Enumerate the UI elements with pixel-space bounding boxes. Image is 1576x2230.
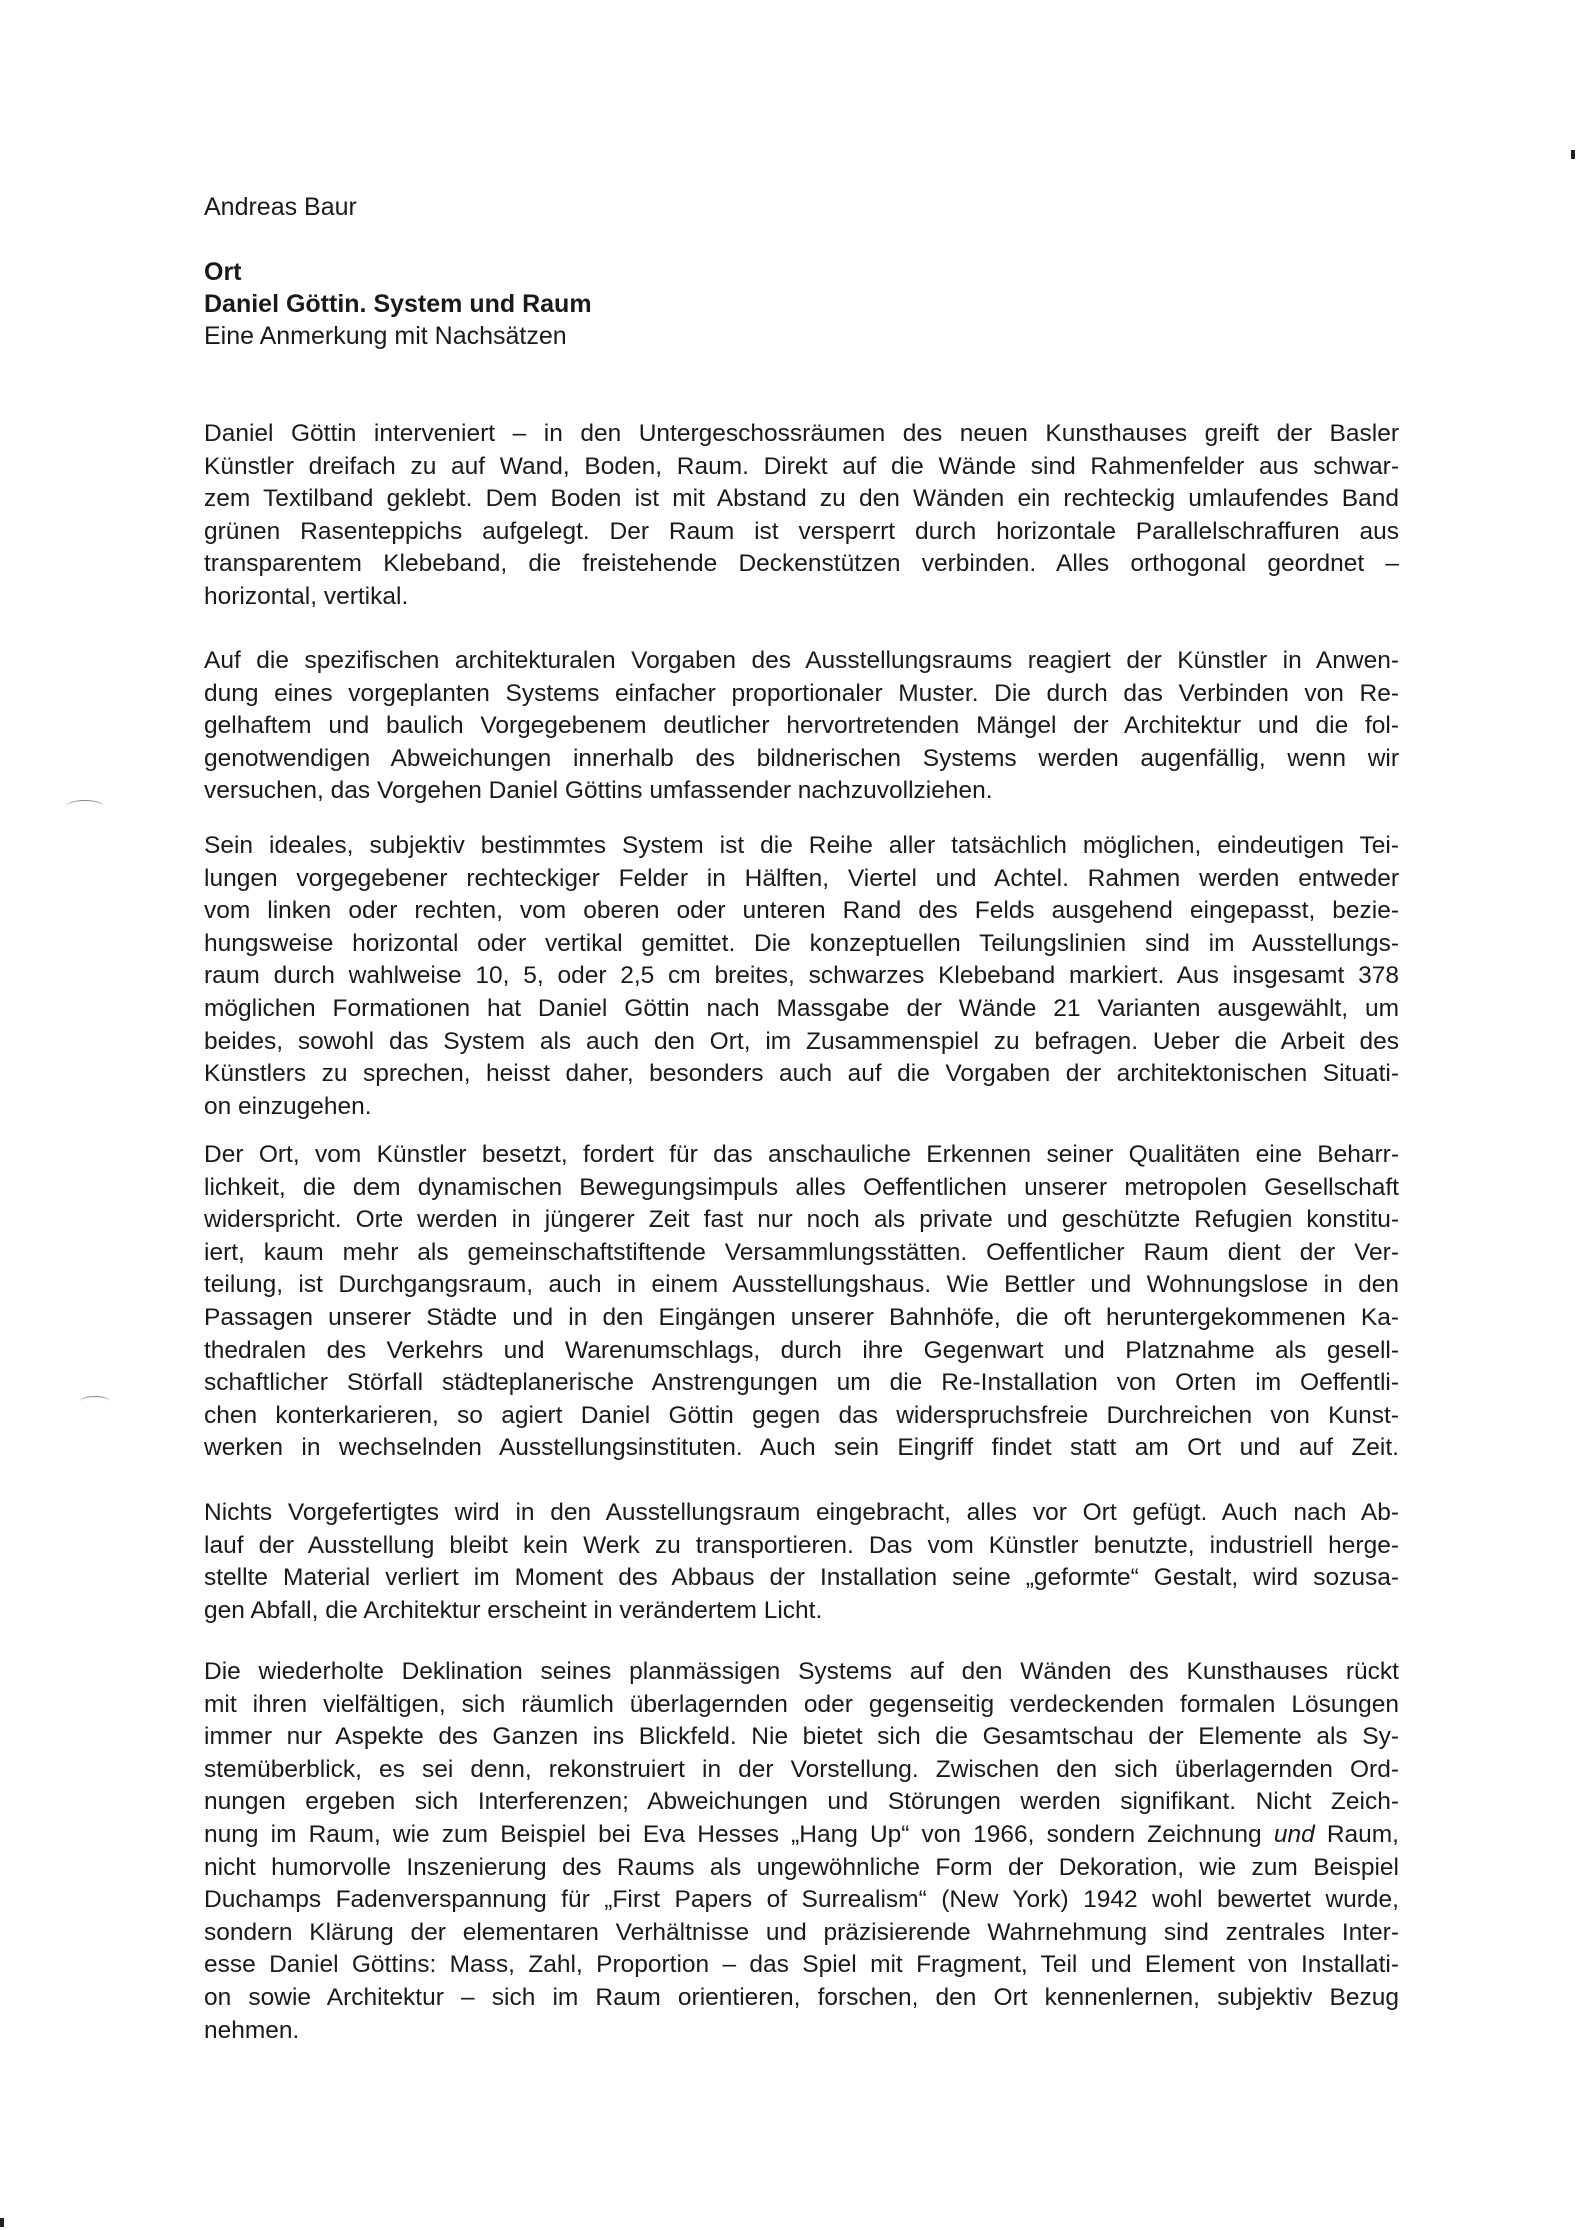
paragraph-1-line: transparentem Klebeband, die freistehende Deckenstützen verbinden. Alles orthogonal geordnet – xyxy=(204,550,1399,578)
paragraph-6-line: nicht humorvolle Inszenierung des Raums als ungewöhnliche Form der Dekoration, wie zum Beispiel xyxy=(204,1853,1399,1881)
paragraph-4-line: schaftlicher Störfall städteplanerische Anstrengungen um die Re-Installation von Orten im Oeffentli- xyxy=(204,1369,1399,1397)
scan-mark-top xyxy=(1571,150,1575,159)
paragraph-1-line: Künstler dreifach zu auf Wand, Boden, Raum. Direkt auf die Wände sind Rahmenfelder aus schwar- xyxy=(204,452,1399,480)
paragraph-4-line: widerspricht. Orte werden in jüngerer Zeit fast nur noch als private und geschützte Refugien konstitu- xyxy=(204,1206,1399,1234)
paragraph-5-line: Nichts Vorgefertigtes wird in den Ausstellungsraum eingebracht, alles vor Ort gefügt. Auch nach Ab- xyxy=(204,1499,1399,1526)
paragraph-1-line: horizontal, vertikal. xyxy=(204,583,409,610)
paragraph-3-line: vom linken oder rechten, vom oberen oder unteren Rand des Felds ausgehend eingepasst, bezie- xyxy=(204,897,1399,925)
document-subtitle: Eine Anmerkung mit Nachsätzen xyxy=(204,322,567,350)
paragraph-3-line: Sein ideales, subjektiv bestimmtes System ist die Reihe aller tatsächlich möglichen, eindeutigen Tei- xyxy=(204,832,1399,859)
paragraph-5-line: gen Abfall, die Architektur erscheint in verändertem Licht. xyxy=(204,1596,823,1624)
paragraph-4-line: chen konterkarieren, so agiert Daniel Göttin gegen das widerspruchsfreie Durchreichen von Kunst- xyxy=(204,1401,1399,1429)
paragraph-4-line: iert, kaum mehr als gemeinschaftstiftende Versammlungsstätten. Oeffentlicher Raum dient der Ver- xyxy=(204,1238,1399,1266)
paragraph-4-line: werken in wechselnden Ausstellungsinstituten. Auch sein Eingriff findet statt am Ort und auf Zeit. xyxy=(204,1434,1399,1462)
paragraph-6-line: nung im Raum, wie zum Beispiel bei Eva Hesses „Hang Up“ von 1966, sondern Zeichnung und Raum, xyxy=(204,1821,1399,1848)
paragraph-6-line: on sowie Architektur – sich im Raum orientieren, forschen, den Ort kennenlernen, subjektiv Bezug xyxy=(204,1984,1399,2011)
paragraph-1-line: zem Textilband geklebt. Dem Boden ist mit Abstand zu den Wänden ein rechteckig umlaufendes Band xyxy=(204,485,1399,513)
paragraph-2-line: dung eines vorgeplanten Systems einfacher proportionaler Muster. Die durch das Verbinden von Re- xyxy=(204,679,1399,707)
paragraph-3-line: raum durch wahlweise 10, 5, oder 2,5 cm breites, schwarzes Klebeband markiert. Aus insgesamt 378 xyxy=(204,962,1399,990)
paragraph-6-line: nehmen. xyxy=(204,2016,300,2044)
paragraph-6-line: esse Daniel Göttins: Mass, Zahl, Proportion – das Spiel mit Fragment, Teil und Element von Installati- xyxy=(204,1951,1399,1979)
paragraph-2-line: genotwendigen Abweichungen innerhalb des bildnerischen Systems werden augenfällig, wenn wir xyxy=(204,744,1399,772)
paragraph-3-line: beides, sowohl das System als auch den Ort, im Zusammenspiel zu befragen. Ueber die Arbeit des xyxy=(204,1027,1399,1055)
paragraph-5-line: stellte Material verliert im Moment des Abbaus der Installation seine „geformte“ Gestalt, wird sozusa- xyxy=(204,1564,1399,1592)
title-block xyxy=(204,256,592,352)
document-title: Daniel Göttin. System und Raum xyxy=(204,290,592,318)
author-name: Andreas Baur xyxy=(204,193,357,221)
paragraph-3-line: hungsweise horizontal oder vertikal gemittet. Die konzeptuellen Teilungslinien sind im Ausstellungs- xyxy=(204,929,1399,957)
scan-mark-bottom xyxy=(0,2218,4,2227)
paragraph-6-line: immer nur Aspekte des Ganzen ins Blickfeld. Nie bietet sich die Gesamtschau der Elemente als Sy- xyxy=(204,1723,1399,1751)
paragraph-4-line: Der Ort, vom Künstler besetzt, fordert für das anschauliche Erkennen seiner Qualitäten eine Beharr- xyxy=(204,1141,1399,1168)
paragraph-2-line: gelhaftem und baulich Vorgegebenem deutlicher hervortretenden Mängel der Architektur und die fol- xyxy=(204,712,1399,740)
paragraph-4-line: lichkeit, die dem dynamischen Bewegungsimpuls alles Oeffentlichen unserer metropolen Gesellschaft xyxy=(204,1173,1399,1201)
heading: Ort xyxy=(204,258,242,286)
scan-mark-arc-2 xyxy=(80,1396,110,1407)
paragraph-6-line: Die wiederholte Deklination seines planmässigen Systems auf den Wänden des Kunsthauses rückt xyxy=(204,1658,1399,1685)
scan-mark-arc-1 xyxy=(66,800,104,813)
paragraph-3-line: on einzugehen. xyxy=(204,1092,372,1120)
paragraph-4-line: thedralen des Verkehrs und Warenumschlags, durch ihre Gegenwart und Platznahme als gesell- xyxy=(204,1336,1399,1364)
paragraph-6-line: stemüberblick, es sei denn, rekonstruiert in der Vorstellung. Zwischen den sich überlagernden Ord- xyxy=(204,1755,1399,1783)
paragraph-6-line: nungen ergeben sich Interferenzen; Abweichungen und Störungen werden signifikant. Nicht Zeich- xyxy=(204,1788,1399,1816)
paragraph-1-line: grünen Rasenteppichs aufgelegt. Der Raum ist versperrt durch horizontale Parallelschraffuren aus xyxy=(204,517,1399,545)
paragraph-3-line: Künstlers zu sprechen, heisst daher, besonders auch auf die Vorgaben der architektonischen Situati- xyxy=(204,1060,1399,1088)
paragraph-3-line: lungen vorgegebener rechteckiger Felder in Hälften, Viertel und Achtel. Rahmen werden entweder xyxy=(204,864,1399,892)
paragraph-1-line: Daniel Göttin interveniert – in den Untergeschossräumen des neuen Kunsthauses greift der Basler xyxy=(204,420,1399,447)
paragraph-5-line: lauf der Ausstellung bleibt kein Werk zu transportieren. Das vom Künstler benutzte, industriell herge- xyxy=(204,1531,1399,1559)
paragraph-6-line: mit ihren vielfältigen, sich räumlich überlagernden oder gegenseitig verdeckenden formalen Lösungen xyxy=(204,1690,1399,1718)
paragraph-2-line: Auf die spezifischen architekturalen Vorgaben des Ausstellungsraums reagiert der Künstler in Anwen- xyxy=(204,647,1399,674)
paragraph-6-line: Duchamps Fadenverspannung für „First Papers of Surrealism“ (New York) 1942 wohl bewertet wurde, xyxy=(204,1886,1399,1914)
paragraph-4-line: Passagen unserer Städte und in den Eingängen unserer Bahnhöfe, die oft heruntergekommenen Ka- xyxy=(204,1304,1399,1331)
paragraph-4-line: teilung, ist Durchgangsraum, auch in einem Ausstellungshaus. Wie Bettler und Wohnungslose in den xyxy=(204,1271,1399,1299)
paragraph-6-line: sondern Klärung der elementaren Verhältnisse und präzisierende Wahrnehmung sind zentrales Inter- xyxy=(204,1918,1399,1946)
paragraph-3-line: möglichen Formationen hat Daniel Göttin nach Massgabe der Wände 21 Varianten ausgewählt, um xyxy=(204,995,1399,1022)
paragraph-2-line: versuchen, das Vorgehen Daniel Göttins umfassender nachzuvollziehen. xyxy=(204,777,993,805)
